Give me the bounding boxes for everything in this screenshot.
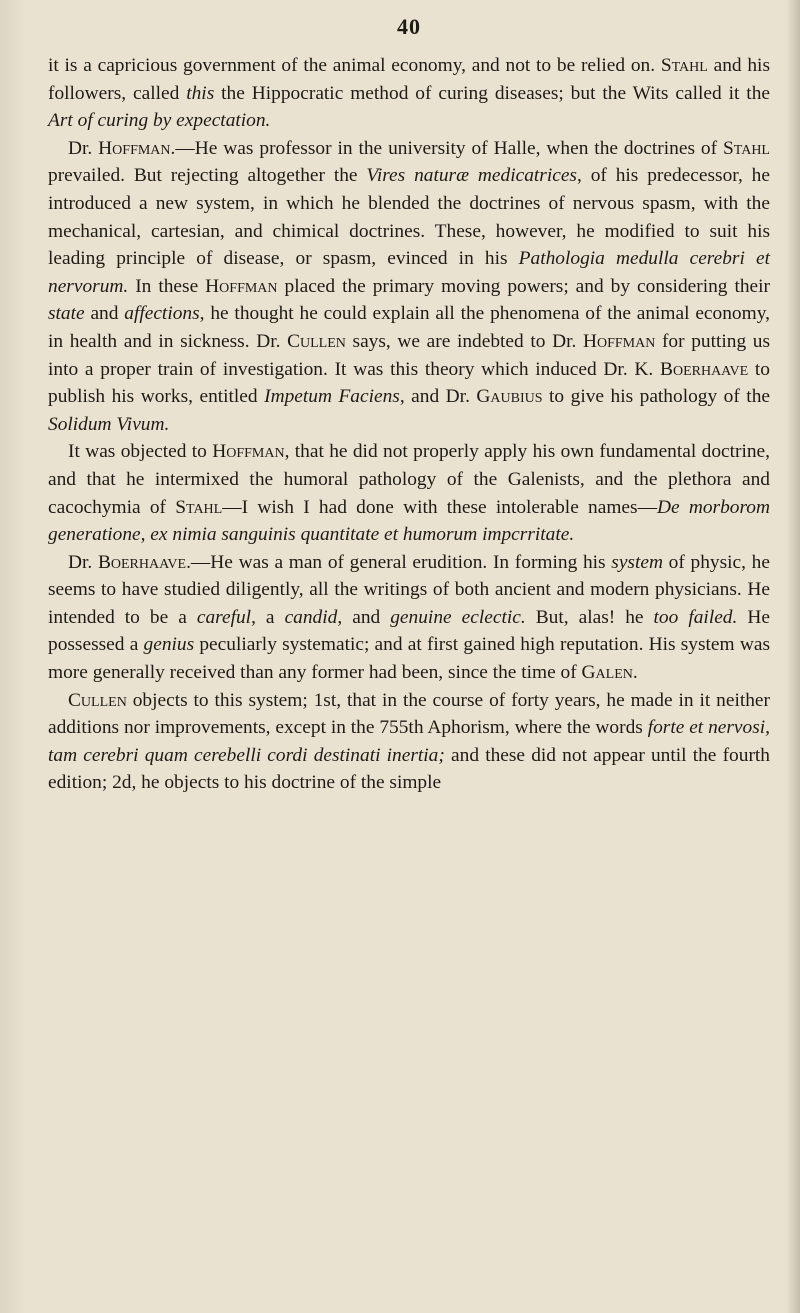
italic-text: genuine eclectic.	[390, 606, 526, 628]
text-run: , and	[337, 606, 391, 628]
text-run: .	[632, 662, 638, 684]
italic-text: genius	[143, 634, 195, 656]
italic-text: Solidum Vivum.	[48, 413, 170, 435]
text-run: and these did not appear until the fourth edition; 2d, he objects to his doctrine of the simple	[48, 744, 770, 794]
italic-text: affections	[124, 303, 200, 325]
small-caps-name: Cullen	[68, 689, 127, 711]
small-caps-name: Hoffman	[582, 330, 656, 352]
italic-text: Pathologia medulla cerebri et nervorum.	[48, 248, 770, 297]
italic-text: this	[186, 82, 215, 104]
italic-text: Impetum Faciens	[264, 386, 400, 408]
small-caps-name: Stahl	[723, 137, 770, 159]
text-run: peculiarly systematic; and at first gained high reputation. His system was more generally received than any former had been, since the time of	[48, 634, 770, 684]
small-caps-name: Galen	[581, 662, 633, 684]
text-run: prevailed. But rejecting altogether the	[48, 165, 367, 187]
italic-text: state	[48, 303, 85, 325]
text-run: .—He was professor in the university of Halle, when the doctrines of	[170, 137, 723, 159]
text-run: In these	[128, 275, 206, 297]
text-run: the Hippocratic method of curing diseases; but the Wits called it the	[214, 82, 770, 104]
paragraph-stahl-expectation	[48, 52, 770, 135]
small-caps-name: Boerhaave	[660, 358, 749, 380]
small-caps-name: Hoffman	[98, 137, 171, 159]
text-run: , a	[251, 606, 285, 628]
text-run: for putting us into a proper train of investigation. It was this theory which induced Dr. K.	[48, 330, 771, 380]
small-caps-name: Hoffman	[212, 441, 285, 463]
italic-text: system	[611, 551, 663, 573]
small-caps-name: Cullen	[287, 330, 346, 352]
italic-text: careful	[196, 606, 252, 628]
paragraph-boerhaave	[48, 549, 770, 687]
text-run: It was objected to	[68, 441, 213, 463]
text-run: He possessed a	[48, 606, 770, 656]
text-run: placed the primary moving powers; and by considering their	[277, 275, 770, 297]
text-run: it is a capricious government of the animal economy, and not to be relied on.	[48, 55, 661, 76]
page-number: 40	[397, 14, 421, 39]
text-run: and his followers, called	[48, 55, 770, 104]
text-run: .—He was a man of general erudition. In forming his	[186, 551, 612, 573]
italic-text: forte et nervosi, tam cerebri quam cerebelli cordi destinati inertia;	[48, 717, 771, 766]
italic-text: candid	[284, 606, 338, 628]
text-run: to publish his works, entitled	[48, 358, 770, 408]
text-run: to give his pathology of the	[542, 386, 771, 408]
text-run: —I wish I had done with these intolerable names—	[222, 496, 657, 518]
text-run: , of his predecessor, he introduced a new system, in which he blended the doctrines of nervous spasm, with the mechanical, cartesian, and chimical doctrines. These, however, he modified to suit his leading principle of disease, or spasm, evinced in his	[48, 165, 770, 270]
text-run: But, alas! he	[525, 606, 654, 628]
text-run: says, we are indebted to Dr.	[345, 330, 583, 352]
small-caps-name: Stahl	[175, 496, 223, 518]
paragraph-cullen-objections	[48, 687, 770, 797]
body-text	[48, 52, 770, 797]
text-run: , and Dr.	[399, 386, 477, 408]
italic-text: too failed.	[653, 606, 738, 628]
paragraph-hoffman	[48, 135, 770, 439]
italic-text: De morborom generatione, ex nimia sanguinis quantitate et humorum impcrritate.	[48, 496, 770, 546]
paragraph-hoffman-objection	[48, 438, 770, 548]
small-caps-name: Gaubius	[476, 386, 543, 408]
text-run: Dr.	[68, 137, 99, 159]
italic-text: Art of curing by expectation.	[48, 110, 271, 132]
small-caps-name: Stahl	[660, 55, 708, 76]
italic-text: Vires naturæ medicatrices	[366, 165, 577, 187]
text-run: and	[84, 303, 125, 325]
text-run: , he thought he could explain all the phenomena of the animal economy, in health and in sickness. Dr.	[48, 303, 770, 352]
text-run: objects to this system; 1st, that in the course of forty years, he made in it neither additions nor improvements, except in the 755th Aphorism, where the words	[48, 689, 770, 739]
text-run: of physic, he seems to have studied diligently, all the writings of both ancient and modern physicians. He intended to be a	[48, 551, 770, 628]
text-run: Dr.	[68, 551, 98, 573]
small-caps-name: Boerhaave	[97, 551, 187, 573]
text-run: , that he did not properly apply his own fundamental doctrine, and that he intermixed the humoral pathology of the Galenists, and the plethora and cacochymia of	[48, 441, 770, 518]
small-caps-name: Hoffman	[205, 275, 278, 297]
